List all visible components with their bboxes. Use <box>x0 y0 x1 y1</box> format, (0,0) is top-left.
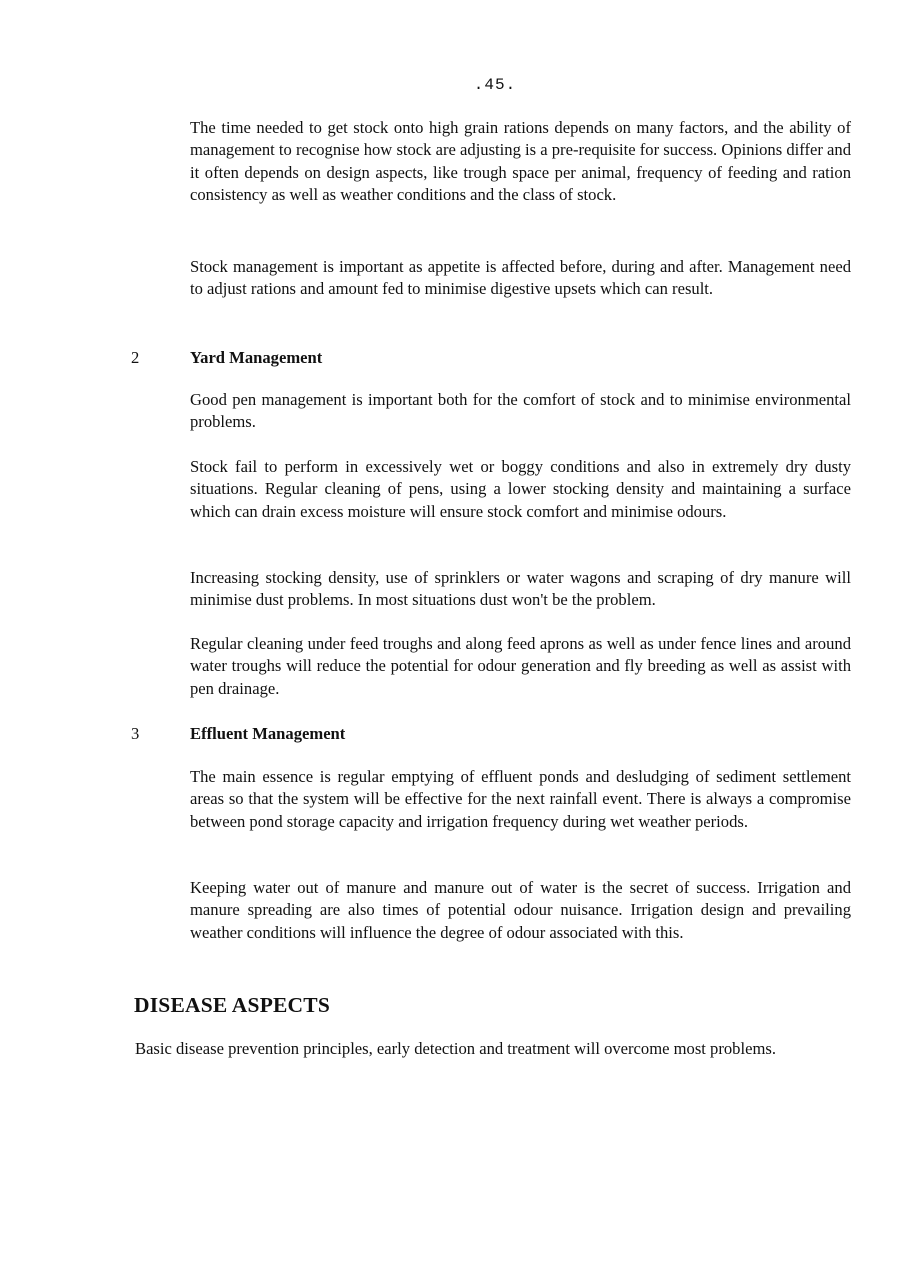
yard-paragraph-2: Stock fail to perform in excessively wet or boggy conditions and also in extremely dry dusty situations. Regular cleaning of pens, using a lower stocking density and maintaining a surface which can drain excess moisture will ensure stock comfort and minimise odours. <box>190 457 851 521</box>
yard-paragraph-4: Regular cleaning under feed troughs and along feed aprons as well as under fence lines and around water troughs will reduce the potential for odour generation and fly breeding as well as assist with pen drainage. <box>190 634 851 698</box>
disease-paragraph: Basic disease prevention principles, early detection and treatment will overcome most problems. <box>135 1039 776 1058</box>
section-title-effluent-management: Effluent Management <box>190 724 346 743</box>
yard-paragraph-1: Good pen management is important both for the comfort of stock and to minimise environmental problems. <box>190 390 851 432</box>
intro-paragraph-2: Stock management is important as appetite is affected before, during and after. Management need to adjust rations and amount fed to minimise digestive upsets which can result. <box>190 257 851 299</box>
section-number-yard: 2 <box>131 348 140 367</box>
yard-paragraph-3: Increasing stocking density, use of sprinklers or water wagons and scraping of dry manure will minimise dust problems. In most situations dust won't be the problem. <box>190 568 851 610</box>
effluent-paragraph-1: The main essence is regular emptying of effluent ponds and desludging of sediment settlement areas so that the system will be effective for the next rainfall event. There is always a compromise between pond storage capacity and irrigation frequency during wet weather periods. <box>190 767 851 831</box>
effluent-paragraph-2: Keeping water out of manure and manure out of water is the secret of success. Irrigation and manure spreading are also times of potential odour nuisance. Irrigation design and prevailing weather conditions will influence the degree of odour associated with this. <box>190 878 851 942</box>
disease-aspects-heading: DISEASE ASPECTS <box>134 993 330 1017</box>
section-title-yard-management: Yard Management <box>190 348 323 367</box>
section-number-effluent: 3 <box>131 724 140 743</box>
page-number: .45. <box>473 76 517 94</box>
intro-paragraph-1: The time needed to get stock onto high grain rations depends on many factors, and the ability of management to recognise how stock are adjusting is a pre-requisite for success. Opinions differ and it often depends on design aspects, like trough space per animal, frequency of feeding and ration consistency as well as weather conditions and the class of stock. <box>190 118 851 204</box>
